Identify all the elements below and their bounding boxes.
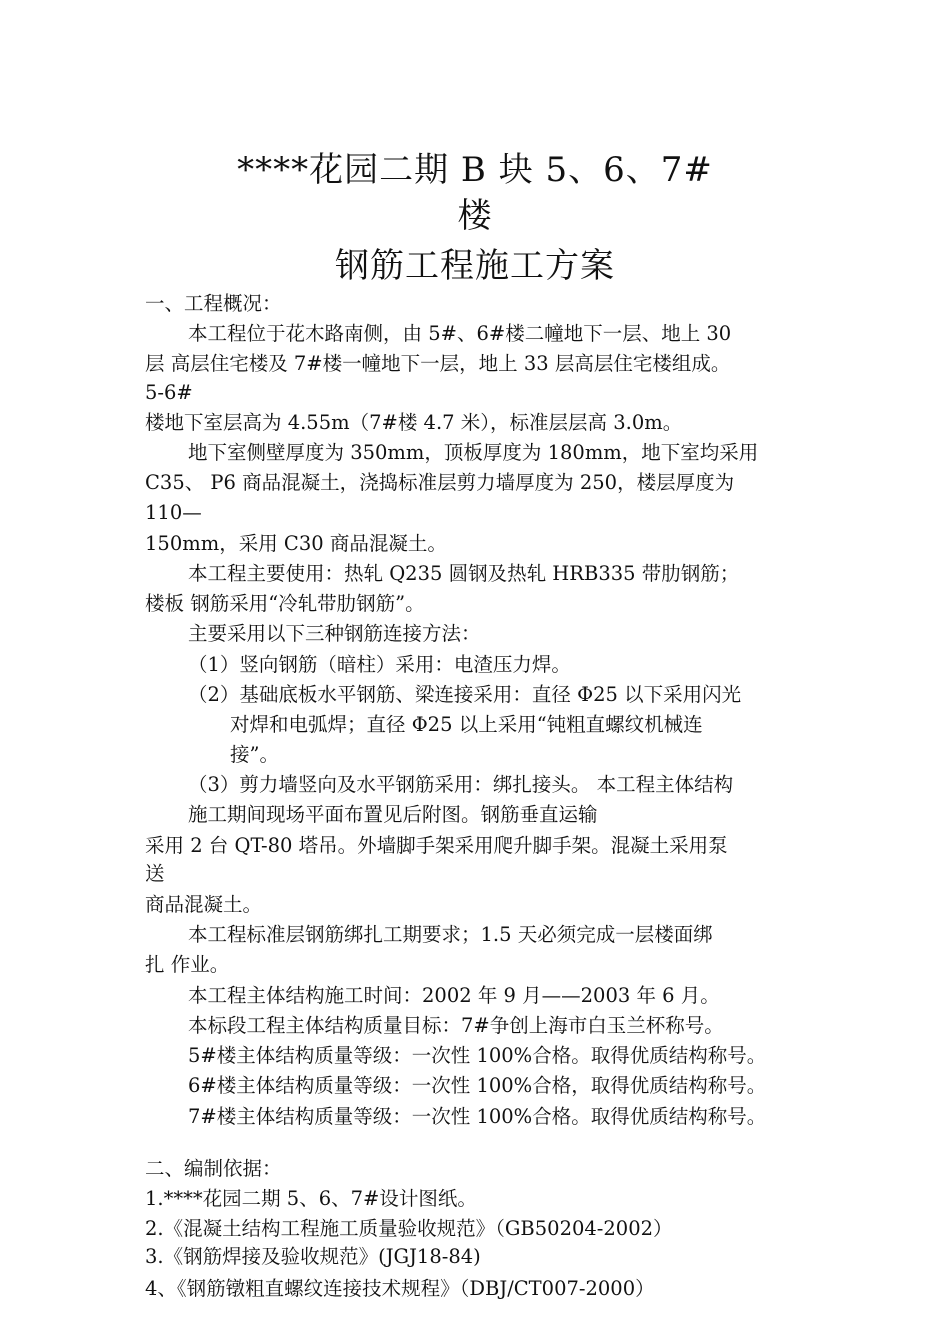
paragraph-line: C35、 P6 商品混凝土，浇捣标准层剪力墙厚度为 250，楼层厚度为 (145, 471, 735, 494)
title-line-2: 楼 (457, 196, 493, 236)
paragraph-line: 楼板 钢筋采用“冷轧带肋钢筋”。 (145, 592, 425, 615)
list-item: （3）剪力墙竖向及水平钢筋采用：绑扎接头。 本工程主体结构 (188, 773, 734, 796)
paragraph-line: 施工期间现场平面布置见后附图。钢筋垂直运输 (188, 803, 598, 826)
paragraph-line: 本标段工程主体结构质量目标：7#争创上海市白玉兰杯称号。 (188, 1014, 724, 1037)
paragraph-line: 主要采用以下三种钢筋连接方法： (188, 622, 481, 645)
paragraph-line: 楼地下室层高为 4.55m（7#楼 4.7 米），标准层层高 3.0m。 (145, 411, 683, 434)
reference-item: 4、《钢筋镦粗直螺纹连接技术规程》（DBJ/CT007-2000） (145, 1277, 655, 1300)
section-heading-overview: 一、工程概况： (145, 292, 282, 315)
paragraph-line: 商品混凝土。 (145, 893, 263, 916)
paragraph-line: 扎 作业。 (145, 953, 230, 976)
paragraph-line: 150mm，采用 C30 商品混凝土。 (145, 532, 447, 555)
reference-item: 1.****花园二期 5、6、7#设计图纸。 (145, 1187, 477, 1210)
paragraph-line: 5-6# (145, 381, 193, 404)
paragraph-line: 采用 2 台 QT-80 塔吊。外墙脚手架采用爬升脚手架。混凝土采用泵 (145, 834, 728, 857)
section-heading-basis: 二、编制依据： (145, 1157, 282, 1180)
paragraph-line: 本工程位于花木路南侧，由 5#、6#楼二幢地下一层、地上 30 (188, 322, 732, 345)
paragraph-line: 本工程主体结构施工时间：2002 年 9 月——2003 年 6 月。 (188, 984, 720, 1007)
paragraph-line: 本工程主要使用：热轧 Q235 圆钢及热轧 HRB335 带肋钢筋； (188, 562, 740, 585)
paragraph-line: 地下室侧壁厚度为 350mm，顶板厚度为 180mm，地下室均采用 (188, 441, 759, 464)
list-item: （2）基础底板水平钢筋、梁连接采用：直径 Φ25 以下采用闪光 (188, 683, 742, 706)
title-line-3: 钢筋工程施工方案 (335, 246, 615, 286)
list-item-continuation: 对焊和电弧焊；直径 Φ25 以上采用“钝粗直螺纹机械连 (230, 713, 703, 736)
list-item-continuation: 接”。 (230, 743, 279, 766)
reference-item: 3.《钢筋焊接及验收规范》(JGJ18-84) (145, 1245, 481, 1268)
list-item: （1）竖向钢筋（暗柱）采用：电渣压力焊。 (188, 653, 571, 676)
paragraph-line: 本工程标准层钢筋绑扎工期要求；1.5 天必须完成一层楼面绑 (188, 923, 713, 946)
paragraph-line: 6#楼主体结构质量等级：一次性 100%合格，取得优质结构称号。 (188, 1074, 767, 1097)
paragraph-line: 层 高层住宅楼及 7#楼一幢地下一层，地上 33 层高层住宅楼组成。 (145, 352, 731, 375)
reference-item: 2.《混凝土结构工程施工质量验收规范》（GB50204-2002） (145, 1217, 673, 1240)
paragraph-line: 7#楼主体结构质量等级：一次性 100%合格。取得优质结构称号。 (188, 1105, 767, 1128)
paragraph-line: 送 (145, 862, 165, 885)
title-line-1: ****花园二期 B 块 5、6、7# (237, 150, 713, 190)
paragraph-line: 5#楼主体结构质量等级：一次性 100%合格。取得优质结构称号。 (188, 1044, 767, 1067)
paragraph-line: 110— (145, 501, 202, 524)
